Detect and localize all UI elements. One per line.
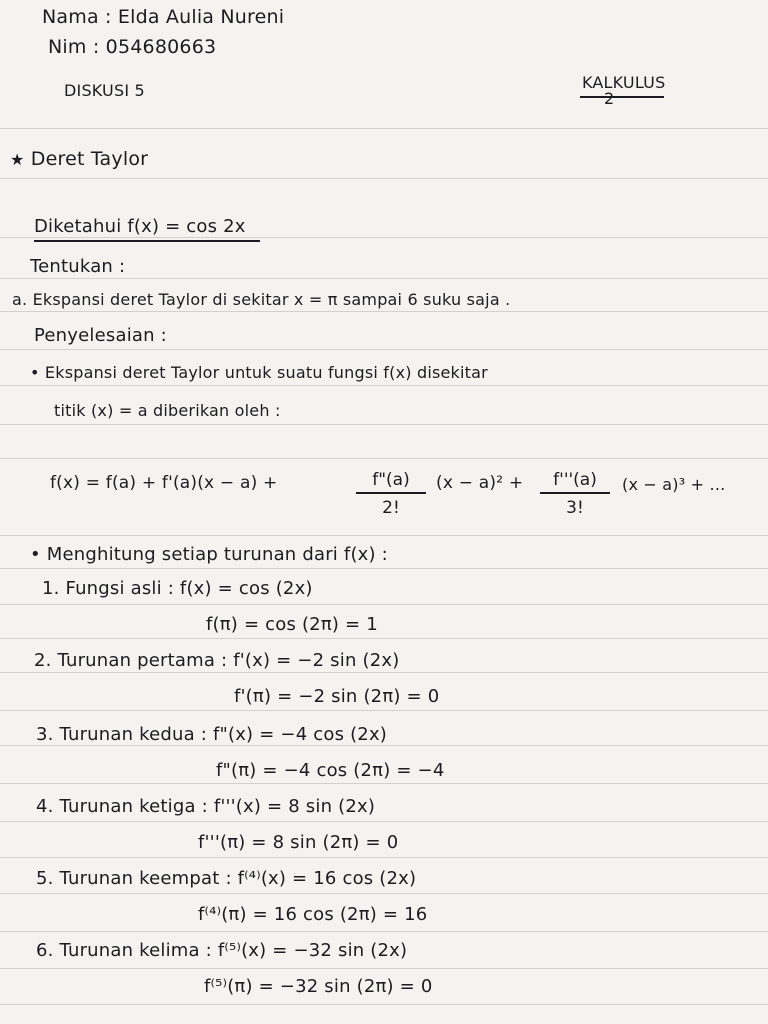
- question-a: a. Ekspansi deret Taylor di sekitar x = π sampai 6 suku saja .: [12, 290, 511, 309]
- formula-lead: f(x) = f(a) + f'(a)(x − a) +: [50, 473, 278, 493]
- course-name: KALKULUS: [582, 73, 666, 92]
- second-term-numerator: f"(a): [356, 470, 426, 494]
- third-term-fraction: [540, 470, 610, 518]
- derivative-label: 2. Turunan pertama : f'(x) = −2 sin (2x): [34, 650, 400, 671]
- derivative-value: f⁽⁴⁾(π) = 16 cos (2π) = 16: [198, 904, 428, 925]
- second-term-fraction: [356, 470, 426, 518]
- third-term-tail: (x − a)³ + ...: [622, 475, 726, 494]
- taylor-intro-line-1: • Ekspansi deret Taylor untuk suatu fungsi f(x) disekitar: [30, 363, 488, 382]
- derivative-label: 5. Turunan keempat : f⁽⁴⁾(x) = 16 cos (2x): [36, 868, 417, 889]
- given-underline: [34, 240, 260, 242]
- derivative-label: 6. Turunan kelima : f⁽⁵⁾(x) = −32 sin (2x): [36, 940, 408, 961]
- derivative-label: 1. Fungsi asli : f(x) = cos (2x): [42, 578, 313, 599]
- star-icon: ★: [10, 150, 25, 169]
- derivative-value: f'(π) = −2 sin (2π) = 0: [234, 686, 440, 707]
- topic-title: [10, 148, 148, 171]
- third-term-denominator: 3!: [566, 498, 584, 518]
- third-term-numerator: f'''(a): [540, 470, 610, 494]
- solution-label: Penyelesaian :: [34, 325, 167, 346]
- taylor-intro-line-2: titik (x) = a diberikan oleh :: [54, 401, 281, 420]
- second-term-tail: (x − a)² +: [436, 473, 524, 493]
- topic-title-text: Deret Taylor: [30, 148, 149, 170]
- derivative-value: f"(π) = −4 cos (2π) = −4: [216, 760, 445, 781]
- second-term-denominator: 2!: [382, 498, 400, 518]
- derivative-value: f(π) = cos (2π) = 1: [206, 614, 378, 635]
- discussion-label: DISKUSI 5: [64, 81, 145, 100]
- course-underline: [580, 96, 664, 98]
- derivatives-heading: • Menghitung setiap turunan dari f(x) :: [30, 544, 388, 565]
- course-mark: 2: [604, 89, 615, 108]
- derivative-label: 4. Turunan ketiga : f'''(x) = 8 sin (2x): [36, 796, 376, 817]
- given-function: Diketahui f(x) = cos 2x: [34, 216, 246, 237]
- student-name: Nama : Elda Aulia Nureni: [42, 6, 285, 28]
- student-nim: Nim : 054680663: [48, 36, 217, 58]
- task-label: Tentukan :: [30, 256, 126, 277]
- derivative-label: 3. Turunan kedua : f"(x) = −4 cos (2x): [36, 724, 388, 745]
- derivative-value: f'''(π) = 8 sin (2π) = 0: [198, 832, 399, 853]
- derivative-value: f⁽⁵⁾(π) = −32 sin (2π) = 0: [204, 976, 433, 997]
